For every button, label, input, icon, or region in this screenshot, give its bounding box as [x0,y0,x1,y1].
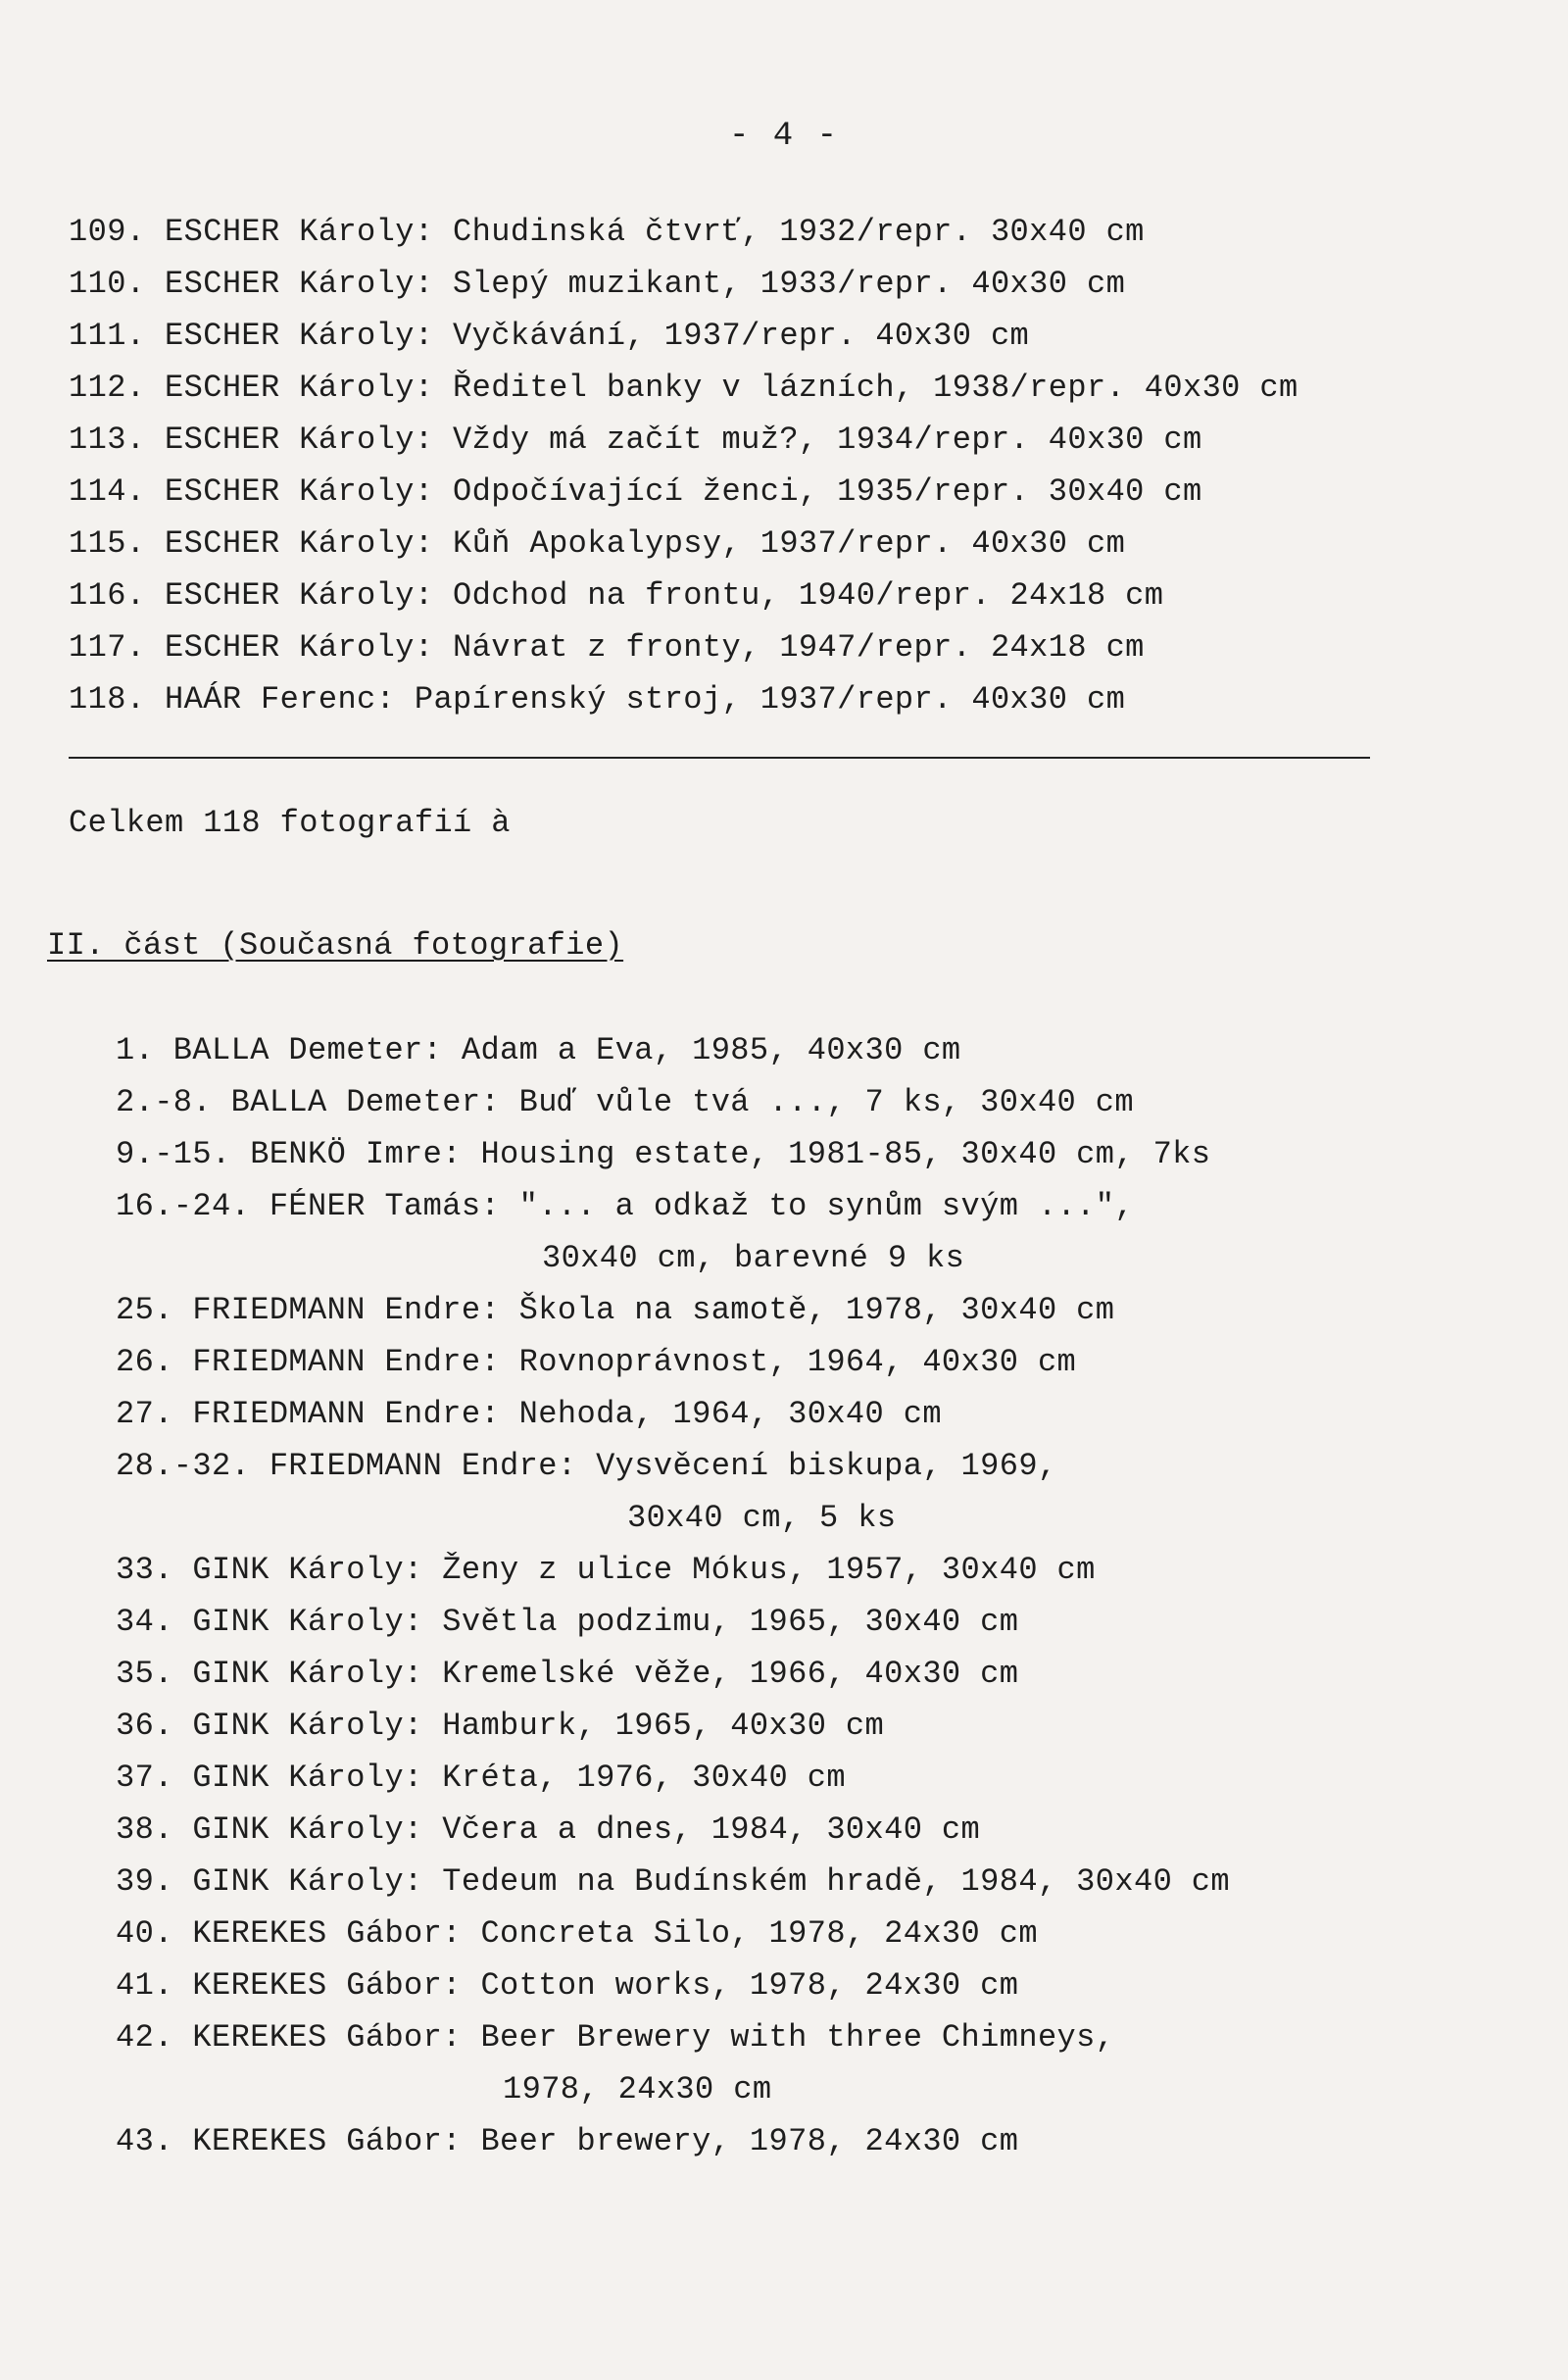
list-item: 43. KEREKES Gábor: Beer brewery, 1978, 24x30 cm [116,2123,1019,2159]
list-item: 2.-8. BALLA Demeter: Buď vůle tvá ..., 7 ks, 30x40 cm [116,1084,1134,1120]
list-item: 35. GINK Károly: Kremelské věže, 1966, 40x30 cm [116,1656,1019,1692]
list-item: 41. KEREKES Gábor: Cotton works, 1978, 24x30 cm [116,1967,1019,2004]
list-item: 27. FRIEDMANN Endre: Nehoda, 1964, 30x40 cm [116,1396,942,1432]
list-item: 109. ESCHER Károly: Chudinská čtvrť, 1932/repr. 30x40 cm [69,214,1145,250]
list-item: 115. ESCHER Károly: Kůň Apokalypsy, 1937/repr. 40x30 cm [69,525,1126,562]
list-item: 42. KEREKES Gábor: Beer Brewery with three Chimneys, [116,2019,1115,2056]
list-item: 33. GINK Károly: Ženy z ulice Mókus, 1957, 30x40 cm [116,1552,1096,1588]
page-number: - 4 - [728,118,840,155]
list-item: 39. GINK Károly: Tedeum na Budínském hradě, 1984, 30x40 cm [116,1863,1230,1900]
list-item: 118. HAÁR Ferenc: Papírenský stroj, 1937/repr. 40x30 cm [69,681,1126,718]
total-line: Celkem 118 fotografií à [69,805,511,841]
list-item: 16.-24. FÉNER Tamás: "... a odkaž to synům svým ...", [116,1188,1134,1224]
list-item: 9.-15. BENKÖ Imre: Housing estate, 1981-85, 30x40 cm, 7ks [116,1136,1211,1172]
list-item-continuation: 30x40 cm, 5 ks [627,1500,897,1536]
list-item: 110. ESCHER Károly: Slepý muzikant, 1933/repr. 40x30 cm [69,266,1126,302]
list-item-continuation: 1978, 24x30 cm [503,2071,772,2107]
list-item: 34. GINK Károly: Světla podzimu, 1965, 30x40 cm [116,1604,1019,1640]
section-heading-part-two: II. část (Současná fotografie) [47,927,624,964]
divider-rule [69,757,1370,759]
list-item: 40. KEREKES Gábor: Concreta Silo, 1978, 24x30 cm [116,1915,1038,1952]
list-item: 116. ESCHER Károly: Odchod na frontu, 1940/repr. 24x18 cm [69,577,1164,614]
list-item: 1. BALLA Demeter: Adam a Eva, 1985, 40x30 cm [116,1032,961,1068]
list-item: 38. GINK Károly: Včera a dnes, 1984, 30x40 cm [116,1811,981,1848]
list-item: 26. FRIEDMANN Endre: Rovnoprávnost, 1964, 40x30 cm [116,1344,1077,1380]
list-item: 112. ESCHER Károly: Ředitel banky v lázních, 1938/repr. 40x30 cm [69,370,1298,406]
list-item: 117. ESCHER Károly: Návrat z fronty, 1947/repr. 24x18 cm [69,629,1145,666]
list-item: 114. ESCHER Károly: Odpočívající ženci, 1935/repr. 30x40 cm [69,473,1202,510]
list-item: 37. GINK Károly: Kréta, 1976, 30x40 cm [116,1760,846,1796]
list-item: 36. GINK Károly: Hamburk, 1965, 40x30 cm [116,1708,885,1744]
list-item: 28.-32. FRIEDMANN Endre: Vysvěcení biskupa, 1969, [116,1448,1057,1484]
list-item: 113. ESCHER Károly: Vždy má začít muž?, 1934/repr. 40x30 cm [69,421,1202,458]
list-item: 111. ESCHER Károly: Vyčkávání, 1937/repr. 40x30 cm [69,318,1030,354]
list-item: 25. FRIEDMANN Endre: Škola na samotě, 1978, 30x40 cm [116,1292,1115,1328]
list-item-continuation: 30x40 cm, barevné 9 ks [542,1240,965,1276]
